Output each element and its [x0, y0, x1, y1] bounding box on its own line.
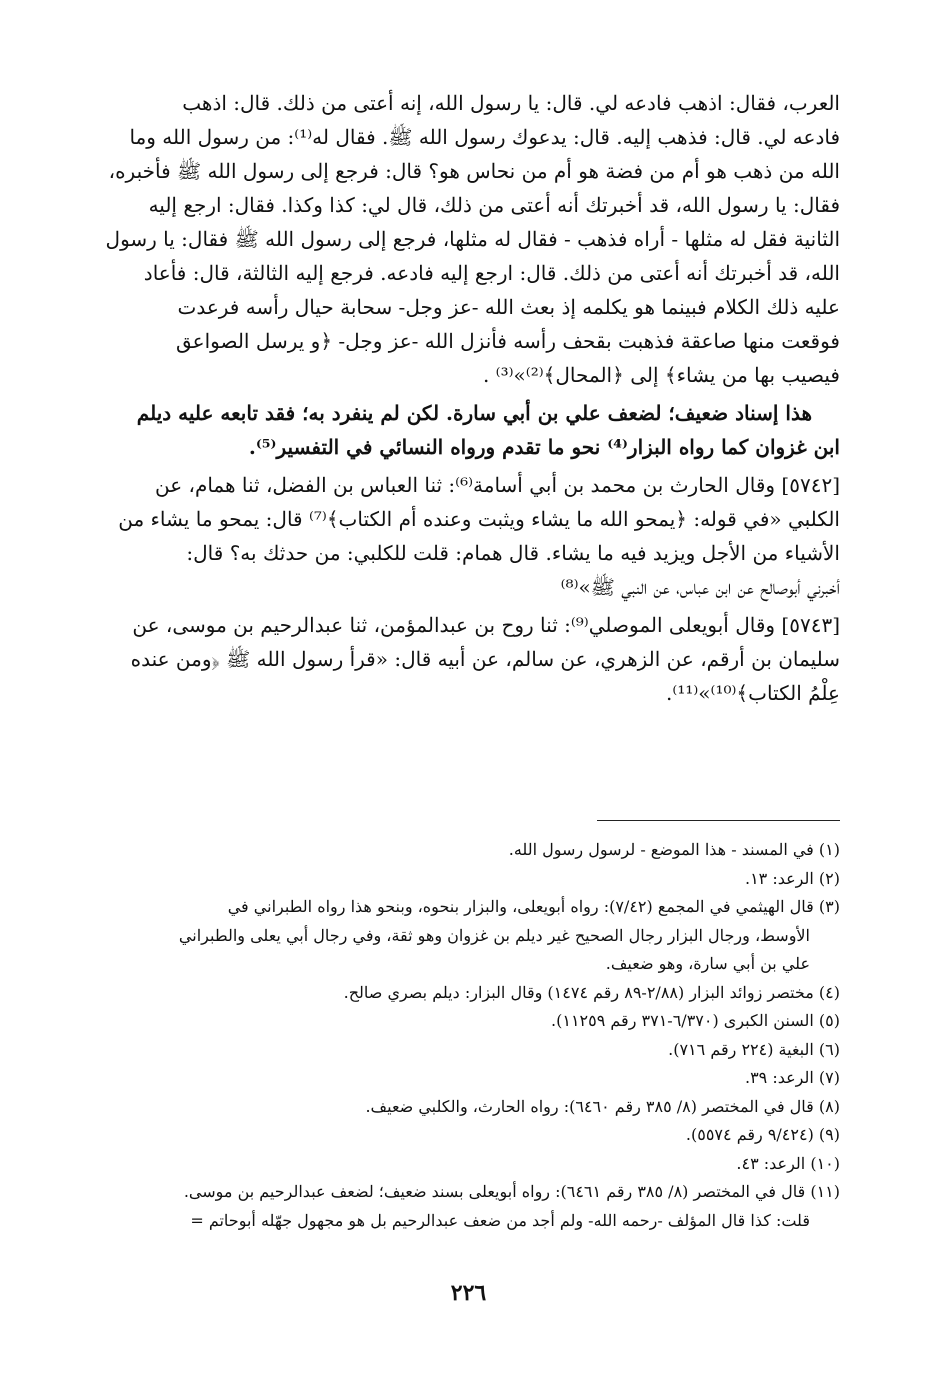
- main-text: [70, 86, 840, 714]
- text-line: سليمان بن أرقم، عن الزهري، عن سالم، عن أبيه قال: «قرأ رسول الله ﷺ ﴿ومن عنده: [130, 647, 840, 671]
- text-line: [٥٧٤٣] وقال أبويعلى الموصلي⁽⁹⁾: ثنا روح بن عبدالمؤمن، ثنا عبدالرحيم بن موسى، عن: [132, 613, 840, 637]
- paragraph-hadith-5742: [70, 468, 840, 604]
- footnote: (١) في المسند - هذا الموضع - لرسول رسول الله.: [508, 840, 840, 859]
- text-line: ابن غزوان كما رواه البزار⁽⁴⁾ نحو ما تقدم ورواه النسائي في التفسير⁽⁵⁾.: [248, 435, 840, 459]
- text-line: الله من ذهب هو أم من فضة هو أم من نحاس هو؟ قال: فرجع إلى رسول الله ﷺ فأخبره،: [108, 159, 840, 183]
- paragraph-narration: [70, 86, 840, 392]
- text-line: هذا إسناد ضعيف؛ لضعف علي بن أبي سارة. لكن لم ينفرد به؛ فقد تابعه عليه ديلم: [136, 401, 812, 425]
- text-line: فيصيب بها من يشاء﴾ إلى ﴿المحال﴾⁽²⁾»⁽³⁾ .: [482, 363, 840, 387]
- text-line: العرب، فقال: اذهب فادعه لي. قال: يا رسول الله، إنه أعتى من ذلك. قال: اذهب: [182, 91, 840, 115]
- footnotes: [70, 836, 840, 1235]
- text-line: فوقعت منها صاعقة فذهبت بقحف رأسه فأنزل الله -عز وجل- ﴿و يرسل الصواعق: [175, 329, 840, 353]
- footnote-continuation: قلت: كذا قال المؤلف -رحمه الله- ولم أجد من ضعف عبدالرحيم بل هو مجهول جهّله أبوحاتم =: [190, 1210, 810, 1230]
- text-line: الثانية فقل له مثلها - أراه فذهب - فقال له مثلها، فرجع إلى رسول الله ﷺ فقال: يا رسول: [105, 227, 840, 251]
- text-line: عليه ذلك الكلام فبينما هو يكلمه إذ بعث الله -عز وجل- سحابة حيال رأسه فرعدت: [177, 295, 840, 319]
- text-line: الكلبي «في قوله: ﴿يمحو الله ما يشاء ويثبت وعنده أم الكتاب﴾⁽⁷⁾ قال: يمحو ما يشاء من: [118, 507, 840, 531]
- footnote: (٦) البغية (٢٢٤ رقم ٧١٦).: [668, 1039, 840, 1059]
- text-line: فادعه لي. قال: فذهب إليه. قال: يدعوك رسول الله ﷺ. فقال له⁽¹⁾: من رسول الله وما: [129, 125, 840, 149]
- footnote: (٥) السنن الكبرى (٦/٣٧٠-٣٧١ رقم ١١٢٥٩).: [551, 1011, 840, 1030]
- text-line: [٥٧٤٢] وقال الحارث بن محمد بن أبي أسامة⁽⁶⁾: ثنا العباس بن الفضل، ثنا همام، عن: [154, 473, 840, 497]
- text-line: أخبرني أبوصالح عن ابن عباس، عن النبي ﷺ»⁽⁸⁾: [560, 575, 840, 599]
- paragraph-isnad-comment: [70, 396, 840, 464]
- footnote: (٨) قال في المختصر (٨/ ٣٨٥ رقم ٦٤٦٠): رواه الحارث، والكلبي ضعيف.: [365, 1096, 840, 1116]
- text-line: عِلْمُ الكتاب﴾⁽¹⁰⁾»⁽¹¹⁾.: [666, 681, 840, 705]
- footnote-continuation: الأوسط، ورجال البزار رجال الصحيح غير ديلم بن غزوان وهو ثقة، وفي رجال أبي يعلى والطبراني: [178, 925, 810, 945]
- footnote: (٩) (٩/٤٢٤ رقم ٥٥٧٤).: [685, 1125, 840, 1144]
- footnote: (٣) قال الهيثمي في المجمع (٧/٤٢): رواه أبويعلى، والبزار بنحوه، وبنحو هذا رواه الطبراني في: [227, 897, 840, 916]
- footnote: (١١) قال في المختصر (٨/ ٣٨٥ رقم ٦٤٦١): رواه أبويعلى بسند ضعيف؛ لضعف عبدالرحيم بن موسى.: [183, 1182, 840, 1201]
- footnote: (٢) الرعد: ١٣.: [744, 868, 840, 888]
- footnote: (٧) الرعد: ٣٩.: [744, 1068, 840, 1087]
- text-line: الأشياء من الأجل ويزيد فيه ما يشاء. قال همام: قلت للكلبي: من حدثك به؟ قال:: [186, 541, 840, 565]
- footnote: (٤) مختصر زوائد البزار (٢/٨٨-٨٩ رقم ١٤٧٤) وقال البزار: ديلم بصري صالح.: [343, 982, 840, 1002]
- text-line: الله، قد أخبرتك أنه أعتى من ذلك. قال: ارجع إليه فادعه. فرجع إليه الثالثة، قال: فأعاد: [143, 261, 840, 285]
- footnote: (١٠) الرعد: ٤٣.: [736, 1153, 840, 1173]
- text-line: فقال: يا رسول الله، قد أخبرتك أنه أعتى من ذلك، قال لي: كذا وكذا. فقال: ارجع إليه: [148, 193, 840, 217]
- page-number: ٢٢٦: [450, 1280, 487, 1306]
- paragraph-hadith-5743: [70, 608, 840, 710]
- footnote-divider: [597, 820, 840, 821]
- footnote-continuation: علي بن أبي سارة، وهو ضعيف.: [605, 954, 810, 973]
